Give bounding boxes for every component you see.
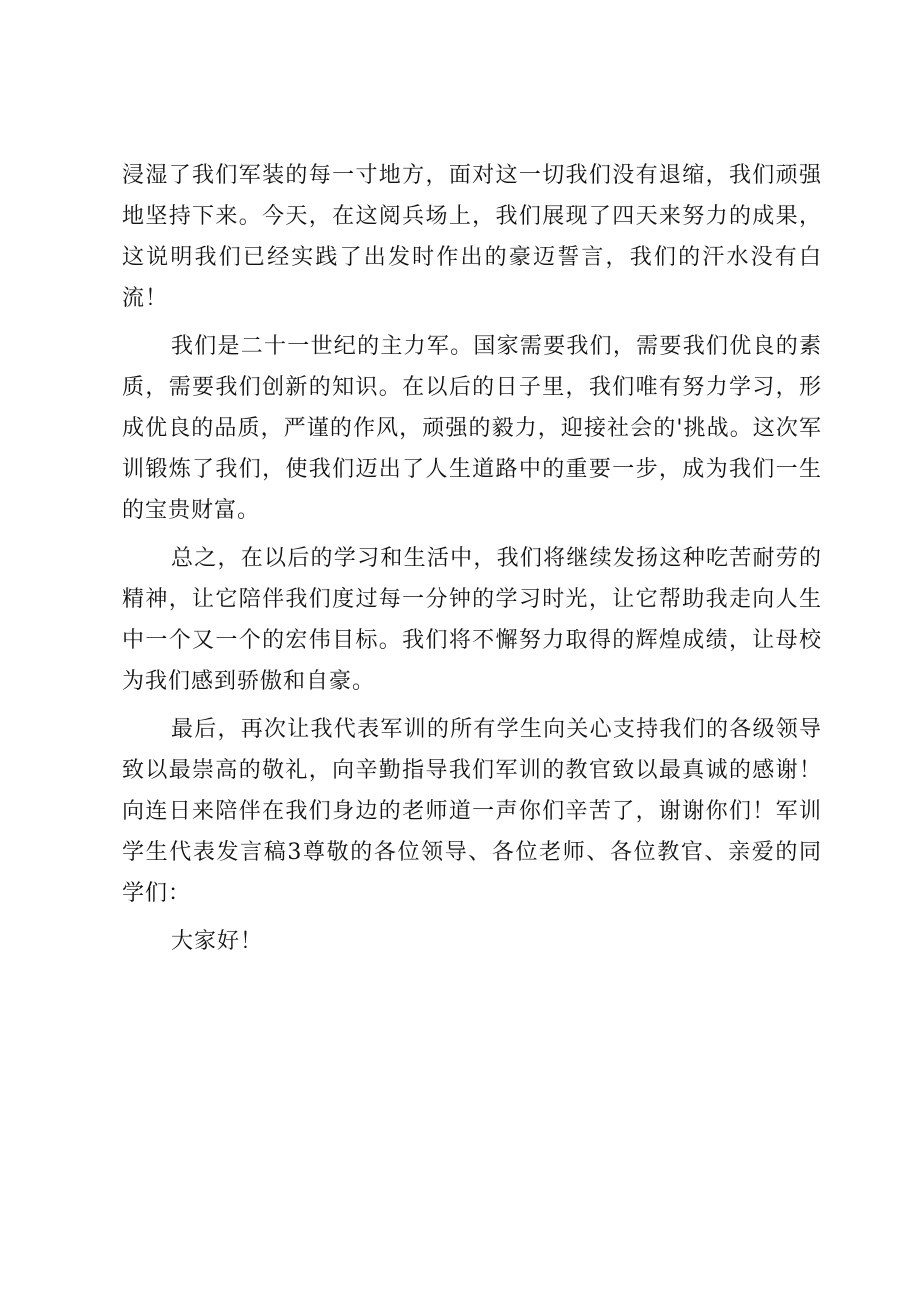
document-body xyxy=(122,155,822,962)
text-line: 地坚持下来。今天，在这阅兵场上，我们展现了四天来努力的成果， xyxy=(122,204,822,229)
text-line: 我们是二十一世纪的主力军。国家需要我们，需要我们优良的素 xyxy=(171,334,822,359)
text-line: 为我们感到骄傲和自豪。 xyxy=(122,669,376,694)
text-line: 这说明我们已经实践了出发时作出的豪迈誓言，我们的汗水没有白 xyxy=(122,245,822,270)
paragraph-4 xyxy=(122,709,822,914)
text-line: 学生代表发言稿3尊敬的各位领导、各位老师、各位教官、亲爱的同 xyxy=(122,840,822,865)
text-line: 质，需要我们创新的知识。在以后的日子里，我们唯有努力学习，形 xyxy=(122,375,822,400)
text-line: 精神，让它陪伴我们度过每一分钟的学习时光，让它帮助我走向人生 xyxy=(122,587,822,612)
paragraph-1 xyxy=(122,155,822,319)
paragraph-3 xyxy=(122,538,822,702)
text-line: 最后，再次让我代表军训的所有学生向关心支持我们的各级领导 xyxy=(171,717,822,742)
text-line: 致以最崇高的敬礼，向辛勤指导我们军训的教官致以最真诚的感谢！ xyxy=(122,758,822,783)
text-line: 大家好！ xyxy=(171,929,264,954)
text-line: 中一个又一个的宏伟目标。我们将不懈努力取得的辉煌成绩，让母校 xyxy=(122,628,822,653)
text-line: 学们： xyxy=(122,881,192,906)
text-line: 浸湿了我们军装的每一寸地方，面对这一切我们没有退缩，我们顽强 xyxy=(122,163,822,188)
text-line: 的宝贵财富。 xyxy=(122,498,261,523)
paragraph-5 xyxy=(122,921,822,962)
text-line: 总之，在以后的学习和生活中，我们将继续发扬这种吃苦耐劳的 xyxy=(171,546,822,571)
text-line: 向连日来陪伴在我们身边的老师道一声你们辛苦了，谢谢你们！军训 xyxy=(122,799,822,824)
text-line: 训锻炼了我们，使我们迈出了人生道路中的重要一步，成为我们一生 xyxy=(122,457,822,482)
text-line: 流！ xyxy=(122,286,169,311)
text-line: 成优良的品质，严谨的作风，顽强的毅力，迎接社会的'挑战。这次军 xyxy=(122,416,822,441)
paragraph-2 xyxy=(122,326,822,531)
